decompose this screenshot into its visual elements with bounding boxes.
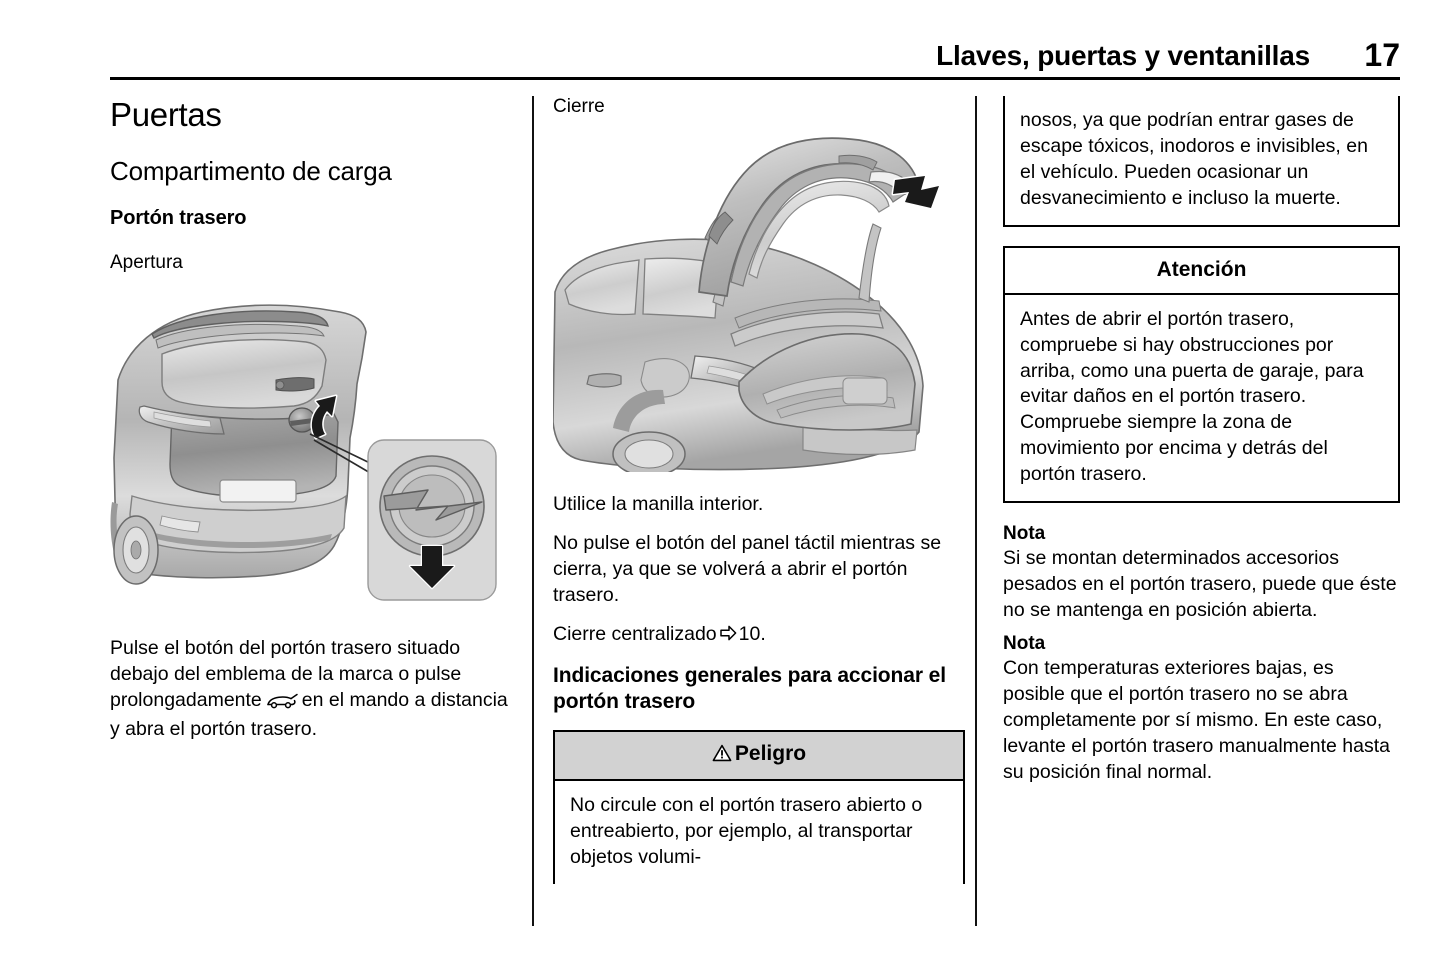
subsection-heading-compartimento: Compartimento de carga bbox=[110, 156, 392, 186]
spacer-after-danger-continuation bbox=[1003, 227, 1400, 246]
subsection-heading-apertura: Apertura bbox=[110, 252, 183, 273]
cierre-crossref-paragraph bbox=[553, 622, 965, 650]
warning-triangle-icon bbox=[712, 744, 732, 768]
column-divider-right bbox=[975, 96, 977, 926]
left-column bbox=[110, 96, 520, 743]
attention-box-header: Atención bbox=[1005, 248, 1398, 295]
subsection-heading-cierre: Cierre bbox=[553, 96, 605, 117]
attention-box bbox=[1003, 246, 1400, 503]
rear-hatch-emblem-button-illustration bbox=[110, 288, 520, 618]
page-number: 17 bbox=[1364, 37, 1400, 73]
note-2-title: Nota bbox=[1003, 632, 1046, 654]
apertura-instruction-paragraph bbox=[110, 636, 520, 743]
danger-box-continuation bbox=[1003, 96, 1400, 227]
spacer-after-attention bbox=[1003, 503, 1400, 523]
note-1-body: Si se montan determinados accesorios pesados en el portón trasero, puede que éste no se mantenga en posición abierta. bbox=[1003, 547, 1397, 621]
cross-reference-arrow-icon bbox=[719, 624, 737, 650]
note-2-body: Con temperaturas exteriores bajas, es posible que el portón trasero no se abra completamente por sí mismo. En este caso, levante el portón trasero manualmente hasta su posición final normal. bbox=[1003, 656, 1390, 783]
danger-box bbox=[553, 730, 965, 884]
heading-indicaciones-generales: Indicaciones generales para accionar el portón trasero bbox=[553, 663, 946, 714]
attention-box-body: Antes de abrir el portón trasero, compruebe si hay obstrucciones por arriba, como una puerta de garaje, para evitar daños en el portón trasero. Compruebe siempre la zona de movimiento por encima y detrás del portón trasero. bbox=[1020, 307, 1364, 486]
column-divider-left bbox=[532, 96, 534, 926]
note-1-title: Nota bbox=[1003, 523, 1046, 545]
apertura-instruction-text-part2: en el mando a distancia y abra el portón trasero. bbox=[110, 688, 508, 740]
middle-column bbox=[553, 96, 965, 884]
danger-box-body: No circule con el portón trasero abierto o entreabierto, por ejemplo, al transportar objetos volumi- bbox=[570, 794, 923, 869]
right-column bbox=[1003, 96, 1400, 786]
page-title: Llaves, puertas y ventanillas bbox=[936, 40, 1310, 71]
danger-box-header bbox=[555, 732, 963, 781]
apertura-instruction-text-part1: Pulse el botón del portón trasero situado debajo del emblema de la marca o pulse prolongadamente bbox=[110, 637, 462, 711]
note-block-1 bbox=[1003, 523, 1400, 624]
header-rule bbox=[110, 77, 1400, 80]
note-block-2 bbox=[1003, 633, 1400, 786]
danger-box-continuation-body: nosos, ya que podrían entrar gases de escape tóxicos, inodoros e invisibles, en el vehículo. Pueden ocasionar un desvanecimiento e incluso la muerte. bbox=[1020, 109, 1368, 209]
crossref-page: 10. bbox=[738, 622, 766, 645]
open-tailgate-interior-handle-illustration bbox=[553, 132, 965, 472]
subsection-heading-porton-trasero: Portón trasero bbox=[110, 207, 247, 229]
page-header bbox=[110, 36, 1400, 76]
spacer-between-notes bbox=[1003, 624, 1400, 633]
cierre-paragraph-2: No pulse el botón del panel táctil mientras se cierra, ya que se volverá a abrir el portón trasero. bbox=[553, 531, 942, 606]
crossref-label: Cierre centralizado bbox=[553, 622, 717, 645]
danger-box-header-label: Peligro bbox=[734, 742, 807, 766]
cierre-paragraph-1: Utilice la manilla interior. bbox=[553, 493, 764, 515]
section-heading-puertas: Puertas bbox=[110, 96, 222, 133]
remote-tailgate-car-icon bbox=[265, 691, 299, 717]
